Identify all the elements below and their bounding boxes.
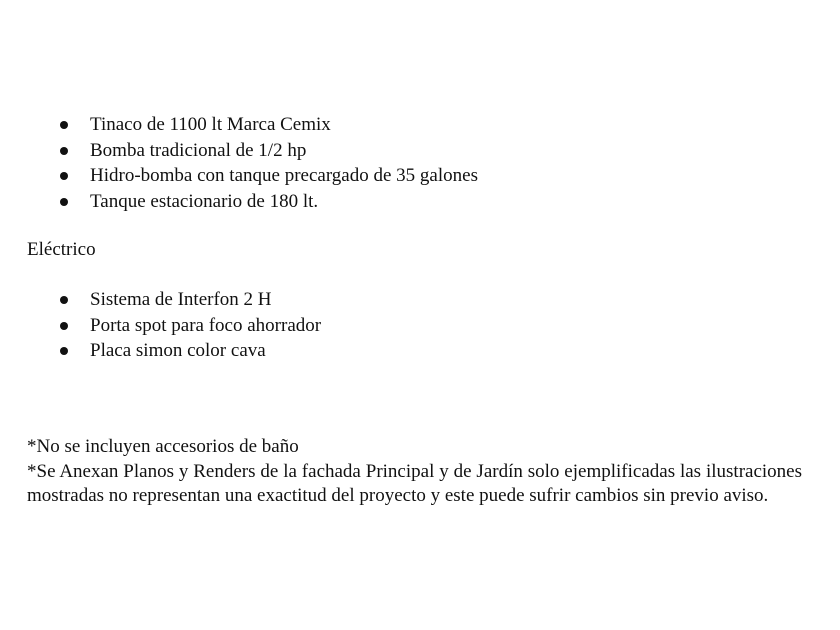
note-paragraph: *No se incluyen accesorios de baño xyxy=(27,436,299,457)
list-item-text: Sistema de Interfon 2 H xyxy=(90,289,272,310)
list-item-text: Tinaco de 1100 lt Marca Cemix xyxy=(90,114,331,135)
bullet-icon xyxy=(60,347,68,355)
list-item-text: Placa simon color cava xyxy=(90,340,266,361)
list-item-text: Porta spot para foco ahorrador xyxy=(90,314,322,336)
list-item-text: Tanque estacionario de 180 lt. xyxy=(90,190,319,212)
bullet-icon xyxy=(60,296,68,304)
notes-section xyxy=(27,435,802,509)
bullet-icon xyxy=(60,121,68,129)
note-paragraph: *Se Anexan Planos y Renders de la fachada Principal y de Jardín solo ejemplificadas las ilustraciones mostradas no representan una exactitud del proyecto y este puede sufrir cambios sin previo aviso. xyxy=(27,460,802,506)
bullet-icon xyxy=(60,147,68,155)
list-item-text: Bomba tradicional de 1/2 hp xyxy=(90,139,307,161)
bullet-icon xyxy=(60,322,68,330)
section-heading-electric: Eléctrico xyxy=(27,239,96,260)
bullet-icon xyxy=(60,172,68,180)
bullet-icon xyxy=(60,198,68,206)
list-item-text: Hidro-bomba con tanque precargado de 35 galones xyxy=(90,165,478,186)
